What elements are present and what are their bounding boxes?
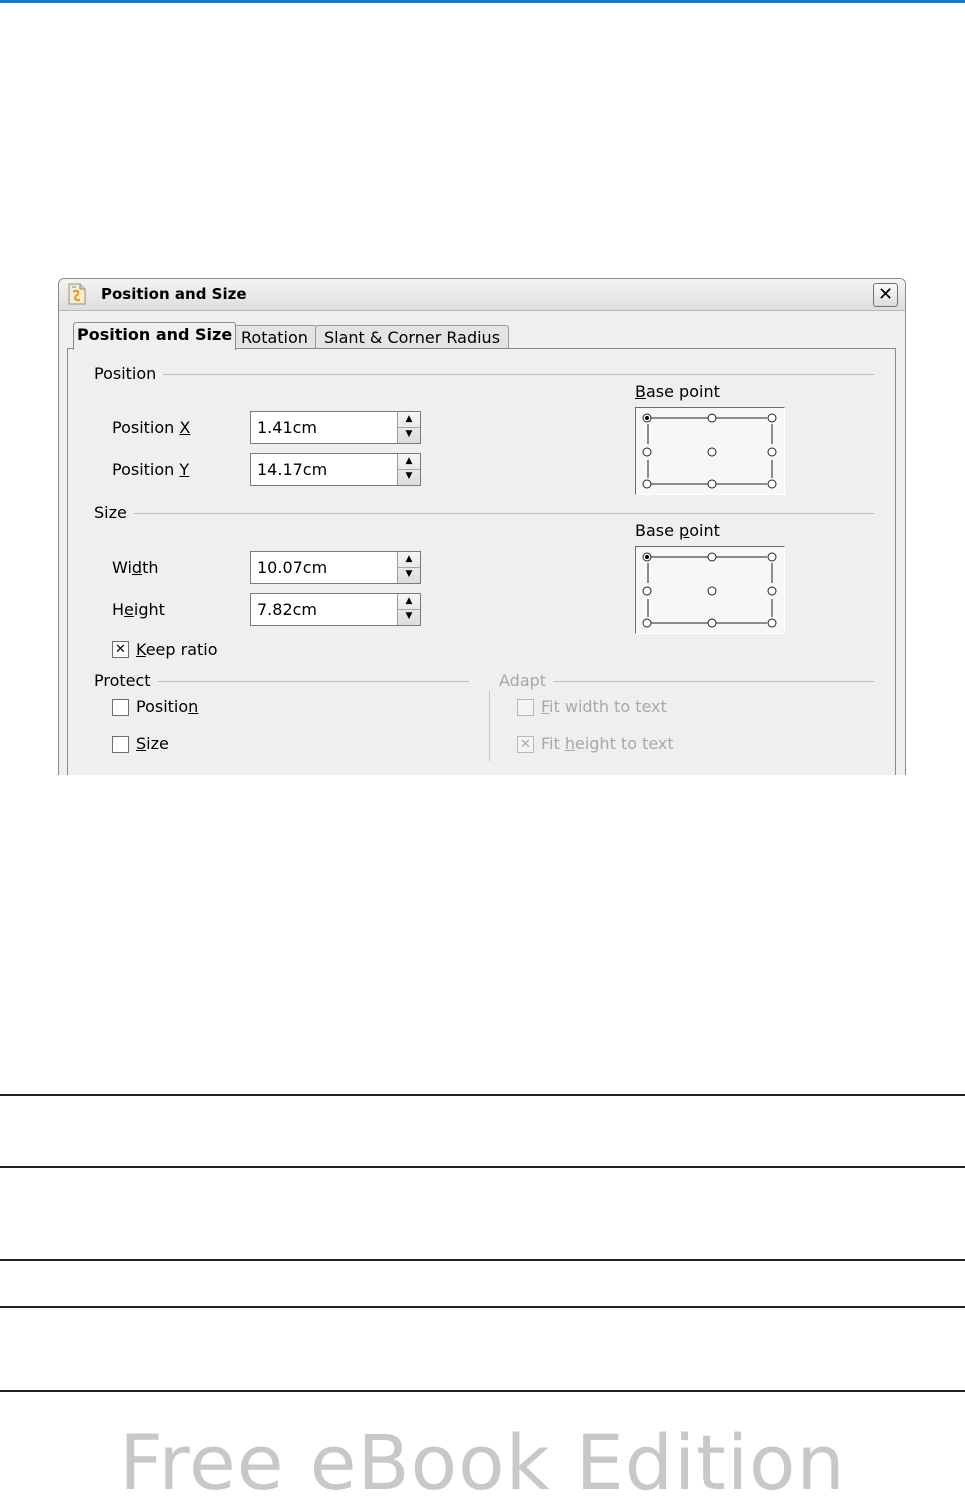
- protect-size-checkbox[interactable]: [112, 736, 129, 753]
- spin-buttons: [397, 552, 420, 583]
- tab-position-and-size[interactable]: Position and Size: [73, 322, 236, 350]
- mnemonic: X: [179, 418, 191, 437]
- spin-buttons: [397, 594, 420, 625]
- protect-position-label: [136, 697, 198, 716]
- dialog-title: Position and Size: [101, 285, 247, 303]
- spin-down-icon[interactable]: ▼: [405, 569, 413, 579]
- height-spinbox: [250, 593, 421, 626]
- size-base-point-label: [635, 521, 720, 540]
- width-label: [112, 558, 159, 577]
- section-rule: [134, 513, 874, 514]
- base-point-grid-graphic: [636, 547, 784, 633]
- height-label: [112, 600, 165, 619]
- position-x-spinbox: [250, 411, 421, 444]
- horizontal-rule: [0, 1259, 965, 1261]
- fit-width-checkbox[interactable]: [517, 699, 534, 716]
- label-text: Position: [112, 460, 180, 479]
- label-text: ase point: [645, 382, 720, 401]
- protect-section-label: Protect: [94, 670, 151, 690]
- size-section-header: [94, 502, 874, 522]
- spin-up-icon[interactable]: ▲: [398, 552, 420, 568]
- label-text: th: [142, 558, 159, 577]
- watermark-text: Free eBook Edition: [119, 1418, 846, 1507]
- label-text: it width to text: [549, 697, 667, 716]
- fit-width-label: [541, 697, 667, 716]
- label-text: eight to text: [574, 734, 674, 753]
- tab-slant-corner-radius[interactable]: Slant & Corner Radius: [315, 325, 509, 349]
- protect-section-header: [94, 670, 469, 690]
- keep-ratio-label: [136, 640, 218, 659]
- fit-height-checkbox[interactable]: ✕: [517, 736, 534, 753]
- position-section-header: [94, 363, 874, 383]
- width-spinbox: [250, 551, 421, 584]
- position-and-size-dialog: [58, 278, 906, 775]
- label-text: Position: [112, 418, 180, 437]
- close-icon: ✕: [877, 284, 894, 305]
- size-base-point-grid[interactable]: [635, 546, 785, 634]
- position-base-point-label: [635, 382, 720, 401]
- spin-buttons: [397, 412, 420, 443]
- label-text: Wi: [112, 558, 132, 577]
- protect-size-label: [136, 734, 169, 753]
- position-base-point-grid[interactable]: [635, 407, 785, 495]
- label-text: ight: [133, 600, 165, 619]
- mnemonic: n: [188, 697, 199, 716]
- horizontal-rule: [0, 1306, 965, 1308]
- label-text: oint: [689, 521, 720, 540]
- mnemonic: S: [136, 734, 147, 753]
- base-point-grid-graphic: [636, 408, 784, 494]
- horizontal-rule: [0, 1390, 965, 1392]
- size-section-label: Size: [94, 502, 127, 522]
- fit-height-label: [541, 734, 674, 753]
- mnemonic: B: [635, 382, 646, 401]
- horizontal-rule: [0, 1094, 965, 1096]
- label-text: ize: [146, 734, 169, 753]
- protect-position-checkbox[interactable]: [112, 699, 129, 716]
- spin-buttons: [397, 454, 420, 485]
- position-y-label: [112, 460, 189, 479]
- position-x-input[interactable]: [251, 412, 397, 443]
- spin-up-icon[interactable]: ▲: [398, 454, 420, 470]
- tab-rotation[interactable]: Rotation: [232, 325, 317, 349]
- mnemonic: e: [124, 600, 134, 619]
- section-rule: [553, 681, 874, 682]
- keep-ratio-checkbox[interactable]: ✕: [112, 641, 129, 658]
- mnemonic: d: [131, 558, 143, 577]
- position-y-input[interactable]: [251, 454, 397, 485]
- spin-up-icon[interactable]: ▲: [398, 594, 420, 610]
- mnemonic: p: [679, 521, 690, 540]
- position-section-label: Position: [94, 363, 157, 383]
- adapt-section-label: Adapt: [499, 670, 547, 690]
- height-input[interactable]: [251, 594, 397, 625]
- section-rule: [158, 681, 469, 682]
- position-x-label: [112, 418, 190, 437]
- spin-down-icon[interactable]: ▼: [405, 611, 413, 621]
- label-text: Base: [635, 521, 680, 540]
- top-rule: [0, 0, 965, 3]
- horizontal-rule: [0, 1166, 965, 1168]
- adapt-section-header: [499, 670, 874, 690]
- mnemonic: F: [541, 697, 550, 716]
- spin-down-icon[interactable]: ▼: [405, 471, 413, 481]
- position-y-spinbox: [250, 453, 421, 486]
- label-text: H: [112, 600, 125, 619]
- width-input[interactable]: [251, 552, 397, 583]
- mnemonic: K: [136, 640, 146, 659]
- section-rule: [163, 374, 874, 375]
- mnemonic: h: [564, 734, 575, 753]
- spin-down-icon[interactable]: ▼: [405, 429, 413, 439]
- label-text: Positio: [136, 697, 189, 716]
- label-text: eep ratio: [145, 640, 218, 659]
- label-text: Fit: [541, 734, 565, 753]
- section-divider: [489, 691, 490, 761]
- mnemonic: Y: [179, 460, 190, 479]
- spin-up-icon[interactable]: ▲: [398, 412, 420, 428]
